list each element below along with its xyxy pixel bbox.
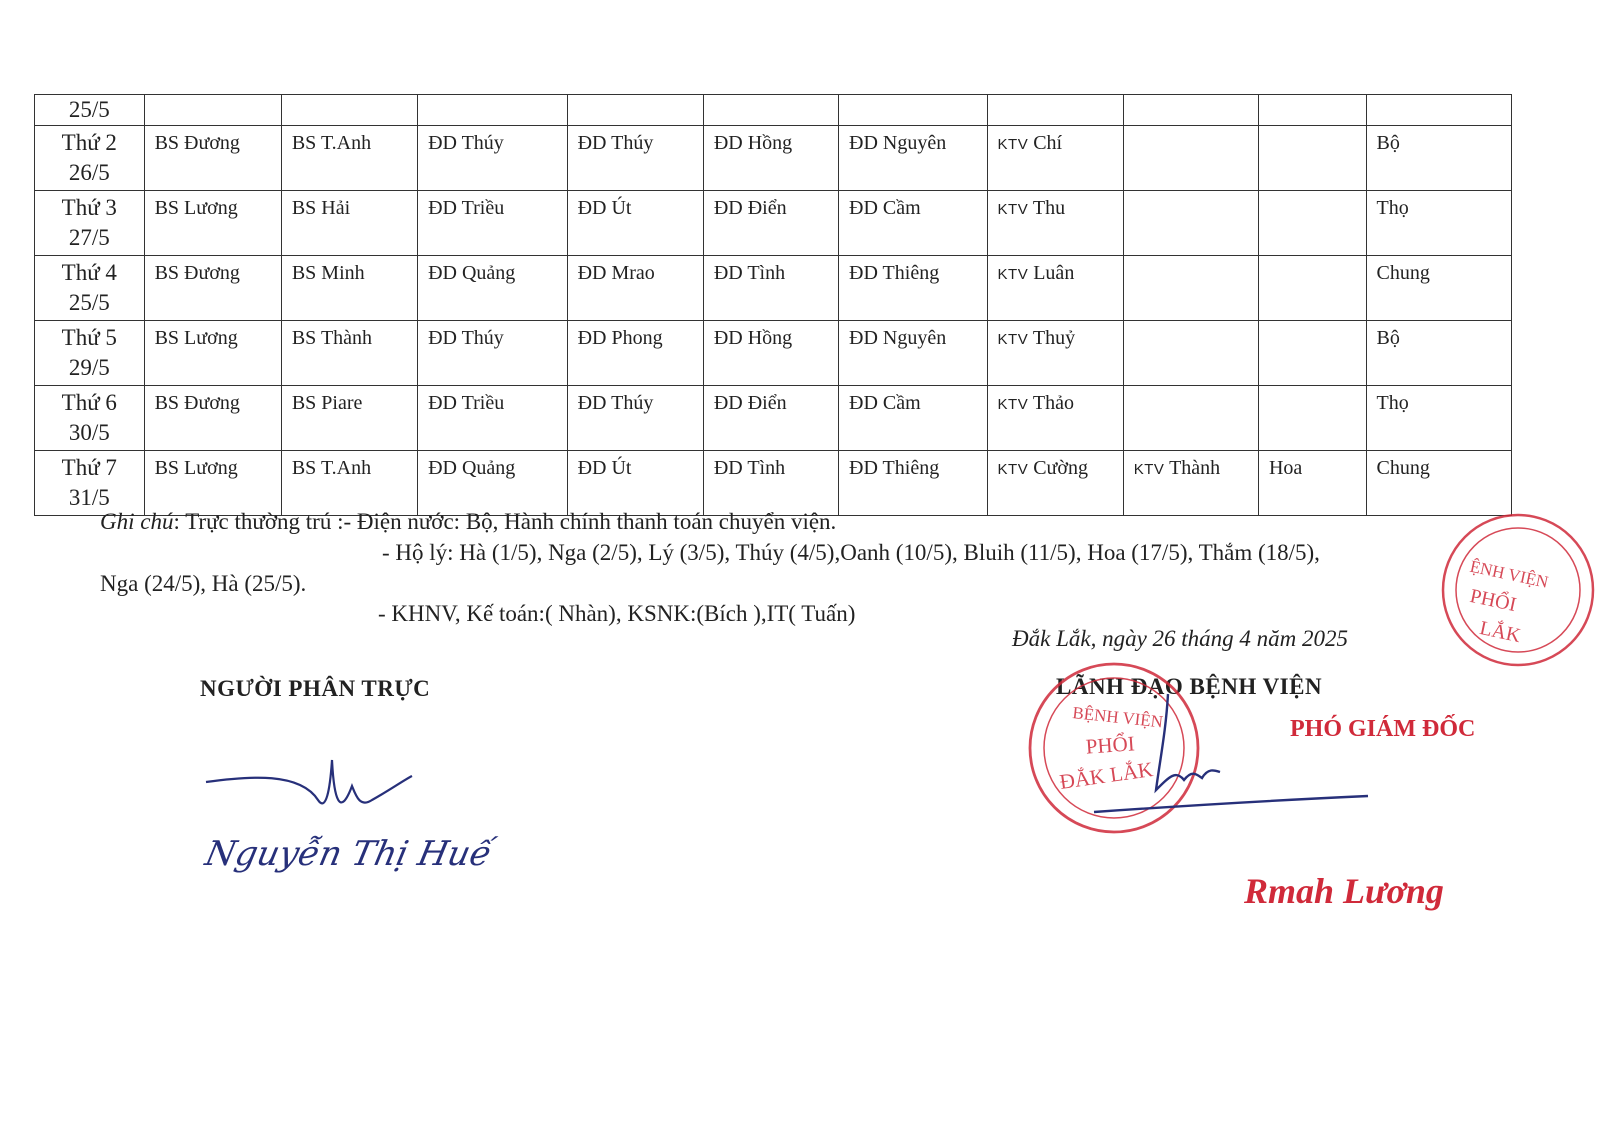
vice-director-title: PHÓ GIÁM ĐỐC <box>1290 716 1476 742</box>
seal-line-1: BỆNH VIỆN <box>1071 703 1164 732</box>
table-cell: BS Lương <box>144 451 281 516</box>
table-cell: BS T.Anh <box>281 451 417 516</box>
table-cell: ĐD Triều <box>418 386 568 451</box>
table-cell: KTV Cường <box>987 451 1123 516</box>
notes-label: Ghi chú <box>100 509 174 534</box>
date-label: 26/5 <box>68 160 110 185</box>
table-cell: ĐD Thiêng <box>839 256 988 321</box>
table-cell: ĐD Tình <box>703 451 838 516</box>
table-cell: ĐD Điển <box>703 191 838 256</box>
seal-line-2: PHỔI <box>1084 731 1136 759</box>
svg-text:PHỔI: PHỔI <box>1467 584 1519 617</box>
table-cell: ĐD Mrao <box>567 256 703 321</box>
svg-text:LẮK: LẮK <box>1477 617 1523 648</box>
table-cell: ĐD Thúy <box>418 126 568 191</box>
table-cell: BS T.Anh <box>281 126 417 191</box>
table-cell: BS Hải <box>281 191 417 256</box>
table-cell: BS Đương <box>144 386 281 451</box>
table-cell: ĐD Út <box>567 191 703 256</box>
table-cell: Bộ <box>1366 321 1512 386</box>
date-label: 29/5 <box>68 355 110 380</box>
table-cell: Chung <box>1366 451 1512 516</box>
notes-line-2: - Hộ lý: Hà (1/5), Nga (2/5), Lý (3/5), Thúy (4/5),Oanh (10/5), Bluih (11/5), Hoa (17/5), Thắm (18/5), <box>382 540 1320 565</box>
table-cell: ĐD Thúy <box>567 386 703 451</box>
left-signer-title: NGƯỜI PHÂN TRỰC <box>200 676 431 701</box>
table-cell: ĐD Cầm <box>839 191 988 256</box>
notes-line-1: Ghi chú: Trực thường trú :- Điện nước: Bộ, Hành chính thanh toán chuyển viện. <box>100 509 837 534</box>
table-cell: KTV Thảo <box>987 386 1123 451</box>
seal-line-3: ĐẮK LẮK <box>1058 757 1155 794</box>
table-cell: KTV Chí <box>987 126 1123 191</box>
table-cell: ĐD Tình <box>703 256 838 321</box>
table-cell: KTV Thu <box>987 191 1123 256</box>
table-cell: ĐD Nguyên <box>839 126 988 191</box>
weekday-label: Thứ 4 <box>61 260 117 285</box>
table-cell: BS Piare <box>281 386 417 451</box>
table-cell: ĐD Hồng <box>703 126 838 191</box>
table-cell: KTV Luân <box>987 256 1123 321</box>
svg-text:ỆNH VIỆN: ỆNH VIỆN <box>1468 556 1550 592</box>
date-line: Đắk Lắk, ngày 26 tháng 4 năm 2025 <box>1012 626 1349 651</box>
table-cell: BS Lương <box>144 191 281 256</box>
table-cell: ĐD Cầm <box>839 386 988 451</box>
table-cell: BS Thành <box>281 321 417 386</box>
table-cell: ĐD Hồng <box>703 321 838 386</box>
table-cell: Thọ <box>1366 386 1512 451</box>
date-label: 30/5 <box>68 420 110 445</box>
table-cell: BS Lương <box>144 321 281 386</box>
weekday-label: Thứ 3 <box>61 195 117 220</box>
table-cell: ĐD Điển <box>703 386 838 451</box>
table-cell: ĐD Thúy <box>418 321 568 386</box>
table-cell: BS Đương <box>144 126 281 191</box>
table-cell: ĐD Quảng <box>418 256 568 321</box>
date-label: 27/5 <box>68 225 110 250</box>
weekday-label: Thứ 5 <box>61 325 117 350</box>
table-cell: Hoa <box>1258 451 1366 516</box>
right-signer-title: LÃNH ĐẠO BỆNH VIỆN <box>1056 674 1323 699</box>
notes-line-3: Nga (24/5), Hà (25/5). <box>100 571 307 596</box>
left-signature-mark <box>206 760 412 803</box>
corner-stamp <box>1443 515 1593 665</box>
table-cell: KTV Thuỷ <box>987 321 1123 386</box>
table-cell: ĐD Quảng <box>418 451 568 516</box>
table-cell: KTV Thành <box>1123 451 1258 516</box>
table-cell: ĐD Út <box>567 451 703 516</box>
day-cell: 25/5 <box>35 95 145 126</box>
left-signer-name: Nguyễn Thị Huế <box>201 834 496 874</box>
date-label: 31/5 <box>68 485 110 510</box>
table-cell: ĐD Nguyên <box>839 321 988 386</box>
notes-line-4: - KHNV, Kế toán:( Nhàn), KSNK:(Bích ),IT( Tuấn) <box>378 601 856 626</box>
weekday-label: Thứ 7 <box>61 455 117 480</box>
weekday-label: Thứ 6 <box>61 390 117 415</box>
table-cell: BS Minh <box>281 256 417 321</box>
table-cell: ĐD Phong <box>567 321 703 386</box>
right-signer-name: Rmah Lương <box>1244 871 1444 911</box>
weekday-label: Thứ 2 <box>61 130 117 155</box>
table-cell: Thọ <box>1366 191 1512 256</box>
table-cell: ĐD Thúy <box>567 126 703 191</box>
date-label: 25/5 <box>68 290 110 315</box>
table-cell: ĐD Triều <box>418 191 568 256</box>
table-cell: ĐD Thiêng <box>839 451 988 516</box>
table-cell: BS Đương <box>144 256 281 321</box>
table-cell: Chung <box>1366 256 1512 321</box>
table-cell: Bộ <box>1366 126 1512 191</box>
